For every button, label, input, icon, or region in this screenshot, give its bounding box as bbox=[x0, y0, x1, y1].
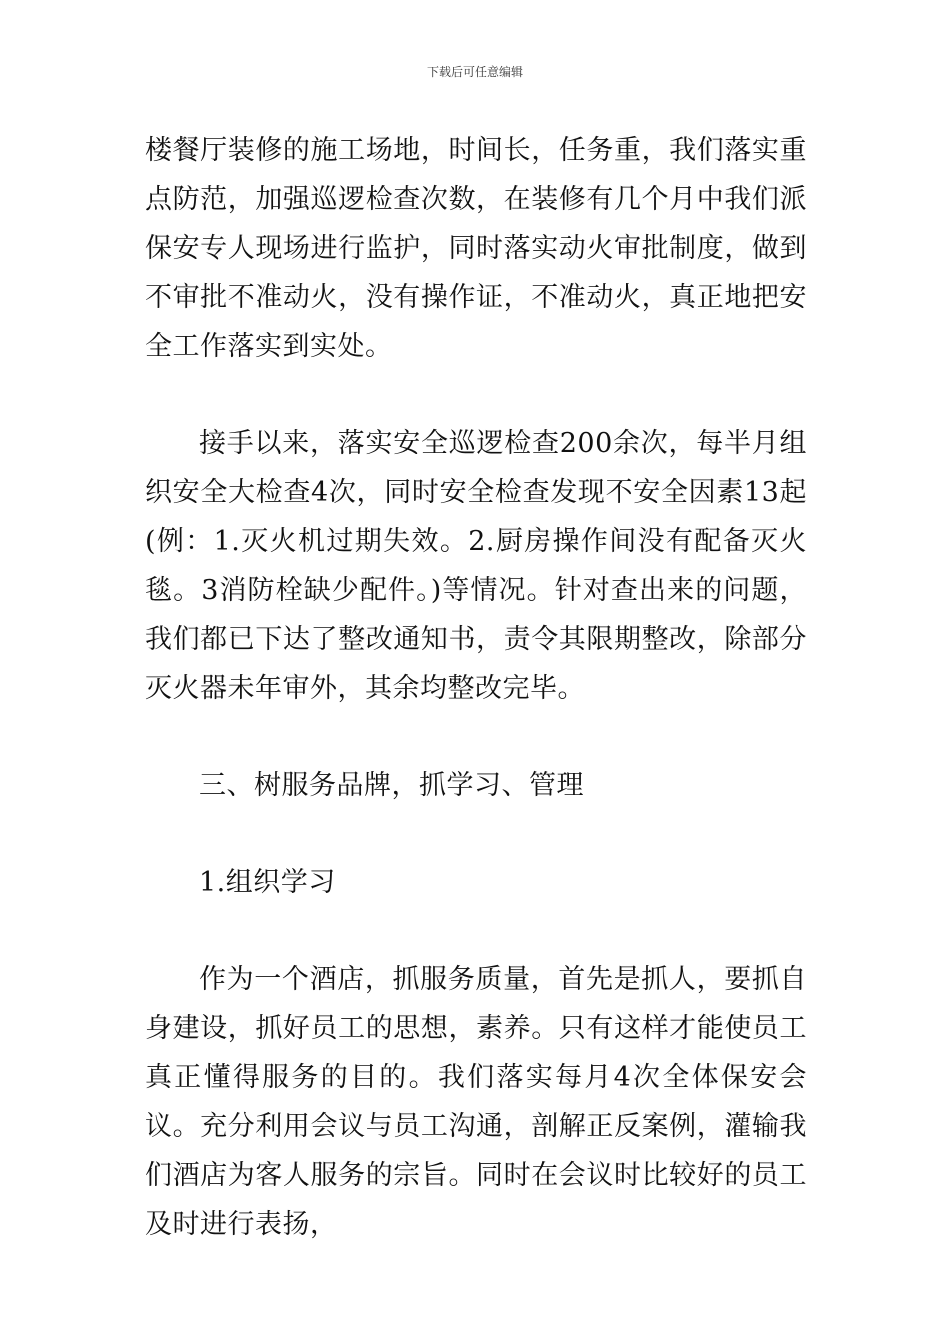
subsection-heading: 1.组织学习 bbox=[199, 867, 336, 898]
paragraph-gap bbox=[145, 907, 807, 955]
page-header-note: 下载后可任意编辑 bbox=[426, 65, 523, 79]
paragraph-gap bbox=[145, 810, 807, 858]
section-heading: 三、树服务品牌，抓学习、管理 bbox=[199, 770, 584, 801]
paragraph-training: 作为一个酒店，抓服务质量，首先是抓人，要抓自身建设，抓好员工的思想，素养。只有这样才能使员工真正懂得服务的目的。我们落实每月4次全体保安会议。充分利用会议与员工沟通，剖解正反案例，灌输我们酒店为客人服务的宗旨。同时在会议时比较好的员工及时进行表扬， bbox=[145, 964, 807, 1240]
paragraph-inspection: 接手以来，落实安全巡逻检查200余次，每半月组织安全大检查4次，同时安全检查发现不安全因素13起(例：1.灭火机过期失效。2.厨房操作间没有配备灭火毯。3消防栓缺少配件。)等情况。针对查出来的问题，我们都已下达了整改通知书，责令其限期整改，除部分灭火器未年审外，其余均整改完毕。 bbox=[145, 428, 807, 704]
paragraph-continuation: 楼餐厅装修的施工场地，时间长，任务重，我们落实重点防范，加强巡逻检查次数，在装修有几个月中我们派保安专人现场进行监护，同时落实动火审批制度，做到不审批不准动火，没有操作证，不准动火，真正地把安全工作落实到实处。 bbox=[145, 135, 807, 362]
document-body bbox=[145, 126, 807, 1249]
paragraph-gap bbox=[145, 713, 807, 761]
paragraph-gap bbox=[145, 371, 807, 419]
